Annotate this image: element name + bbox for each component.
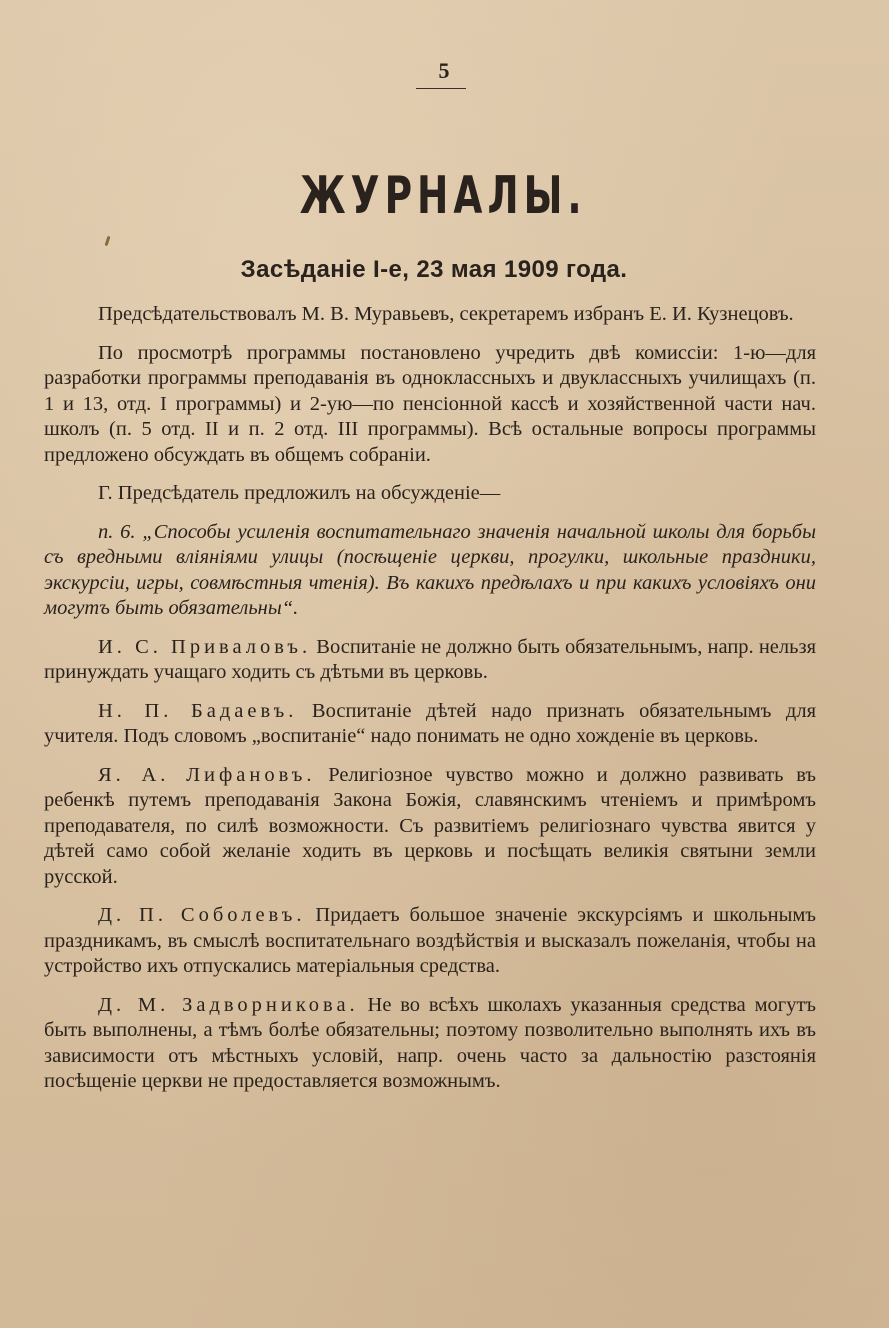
paragraph-text: Г. Предсѣдатель предложилъ на обсужденіе— [98, 482, 501, 504]
paragraph-text: Не во всѣхъ школахъ указанныя средства могутъ быть выполнены, а тѣмъ болѣе обязательны; поэтому позволительно выполнять ихъ въ зависимости отъ мѣстныхъ условій, напр. очень часто за дальностію разстоянія посѣщеніе церкви не предоставляется возможнымъ. [44, 993, 817, 1092]
speaker-name: Д. П. Соболевъ. [98, 904, 306, 926]
speaker-name: Н. П. Бадаевъ. [98, 699, 298, 722]
paragraph-proposal [44, 481, 816, 507]
paragraph-speaker-sobolev [44, 903, 816, 980]
page-title: ЖУРНАЛЫ. [299, 166, 587, 226]
paragraph-commissions [44, 341, 816, 469]
paragraph-agenda-item [44, 520, 816, 622]
paragraph-chair [44, 302, 816, 328]
paragraph-text: Воспитаніе дѣтей надо признать обязательнымъ для учителя. Подъ словомъ „воспитаніе“ надо понимать не одно хожденіе въ церковь. [44, 699, 816, 747]
paragraph-text: Придаетъ большое значеніе экскурсіямъ и школьнымъ праздникамъ, въ смыслѣ воспитательнаго воздѣйствія и высказалъ пожеланія, чтобы на устройство ихъ отпускались матеріальныя средства. [44, 904, 816, 977]
paragraph-text: п. 6. „Способы усиленія воспитательнаго значенія начальной школы для борьбы съ вредными вліяніями улицы (посѣщеніе церкви, прогулки, школьные праздники, экскурсіи, игры, совмѣстныя чтенія). Въ какихъ предѣлахъ и при какихъ условіяхъ они могутъ быть обязательны“. [44, 520, 816, 619]
paragraph-text: Предсѣдательствовалъ М. В. Муравьевъ, секретаремъ избранъ Е. И. Кузнецовъ. [98, 303, 794, 325]
page-number-rule [416, 88, 466, 89]
paragraph-text: По просмотрѣ программы постановлено учредить двѣ комиссіи: 1-ю—для разработки программы преподаванія въ одноклассныхъ и двуклассныхъ училищахъ (п. 1 и 13, отд. I программы) и 2-ую—по пенсіонной кассѣ и хозяйственной части нач. школъ (п. 5 отд. II и п. 2 отд. III программы). Всѣ остальные вопросы программы предложено обсуждать въ общемъ собраніи. [44, 341, 816, 466]
ink-smudge [105, 236, 111, 246]
speaker-name: И. С. Приваловъ. [98, 635, 312, 658]
page-number: 5 [438, 58, 451, 83]
minutes-body [44, 302, 816, 1108]
paragraph-text: Воспитаніе не должно быть обязательнымъ, напр. нельзя принуждать учащаго ходить съ дѣтьми въ церковь. [44, 635, 816, 683]
session-heading: Засѣданіе I-е, 23 мая 1909 года. [240, 256, 628, 283]
paragraph-speaker-zadvornikova [44, 993, 816, 1095]
paragraph-speaker-badaev [44, 699, 816, 750]
paragraph-speaker-lifanov [44, 763, 816, 891]
paragraph-text: Религіозное чувство можно и должно развивать въ ребенкѣ путемъ преподаванія Закона Божія, славянскимъ чтеніемъ и примѣромъ преподавателя, по силѣ возможности. Съ развитіемъ религіознаго чувства явится у дѣтей само собой желаніе ходить въ церковь и посѣщать великія святыни земли русской. [44, 763, 816, 888]
paragraph-speaker-privalov [44, 635, 816, 686]
speaker-name: Д. М. Задворникова. [98, 993, 359, 1016]
speaker-name: Я. А. Лифановъ. [98, 763, 316, 786]
